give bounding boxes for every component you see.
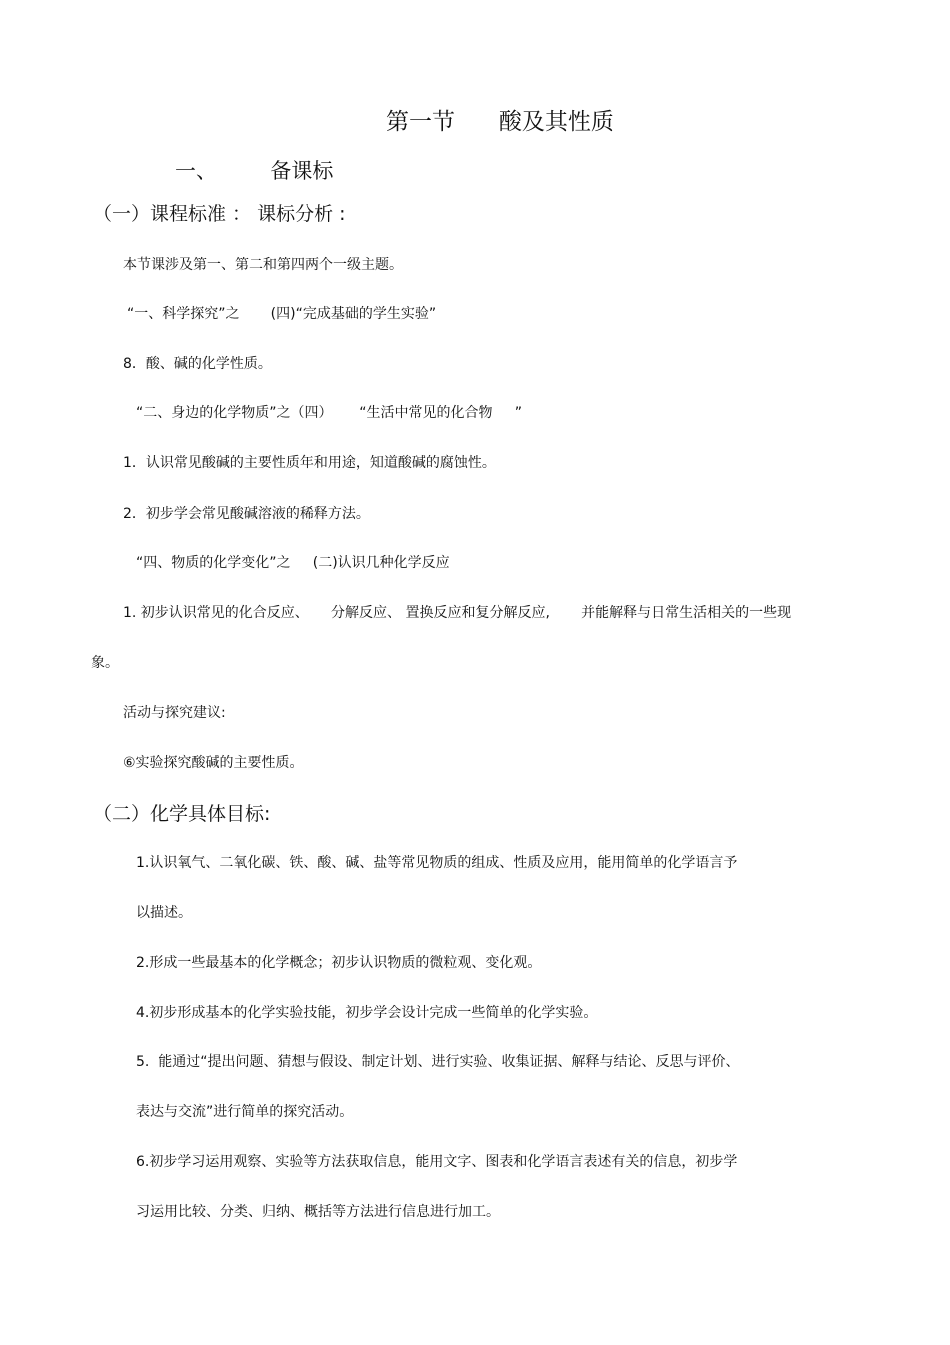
paragraph-line: “二、身边的化学物质”之（四） “生活中常见的化合物 ” bbox=[136, 405, 522, 421]
paragraph-line: “四、物质的化学变化”之 (二)认识几种化学反应 bbox=[136, 555, 450, 571]
paragraph-line: 习运用比较、分类、归纳、概括等方法进行信息进行加工。 bbox=[136, 1204, 500, 1220]
paragraph-line: 以描述。 bbox=[136, 905, 192, 921]
paragraph-line: 5. 能通过“提出问题、猜想与假设、制定计划、进行实验、收集证据、解释与结论、反思与评价、 bbox=[136, 1054, 740, 1070]
paragraph-line: 本节课涉及第一、第二和第四两个一级主题。 bbox=[123, 257, 403, 273]
paragraph-line: 2.形成一些最基本的化学概念；初步认识物质的微粒观、变化观。 bbox=[136, 955, 542, 971]
paragraph-line: 1.认识氧气、二氧化碳、铁、酸、碱、盐等常见物质的组成、性质及应用，能用简单的化学语言予 bbox=[136, 855, 738, 871]
paragraph-line: 1．认识常见酸碱的主要性质年和用途，知道酸碱的腐蚀性。 bbox=[123, 455, 496, 471]
paragraph-line: 6.初步学习运用观察、实验等方法获取信息，能用文字、图表和化学语言表述有关的信息，初步学 bbox=[136, 1154, 738, 1170]
paragraph-line: 表达与交流”进行简单的探究活动。 bbox=[136, 1104, 354, 1120]
subheading-curriculum-standards: （一）课程标准 ： 课标分析 : bbox=[93, 203, 346, 225]
paragraph-line: 1. 初步认识常见的化合反应、 分解反应、 置换反应和复分解反应, 并能解释与日常生活相关的一些现 bbox=[123, 605, 792, 621]
paragraph-line: 2．初步学会常见酸碱溶液的稀释方法。 bbox=[123, 506, 370, 522]
paragraph-line: “一、科学探究”之 (四)“完成基础的学生实验” bbox=[127, 306, 437, 322]
paragraph-line: 8．酸、碱的化学性质。 bbox=[123, 356, 272, 372]
paragraph-line: 活动与探究建议: bbox=[123, 705, 226, 721]
paragraph-line: 4.初步形成基本的化学实验技能，初步学会设计完成一些简单的化学实验。 bbox=[136, 1005, 598, 1021]
subheading-chemistry-objectives: （二）化学具体目标: bbox=[93, 803, 271, 825]
page-title: 第一节 酸及其性质 bbox=[386, 109, 614, 135]
section-heading-prepare-standards: 一、 备课标 bbox=[175, 159, 334, 183]
paragraph-line: 象。 bbox=[91, 655, 119, 671]
paragraph-line: ⑥实验探究酸碱的主要性质。 bbox=[123, 755, 304, 771]
